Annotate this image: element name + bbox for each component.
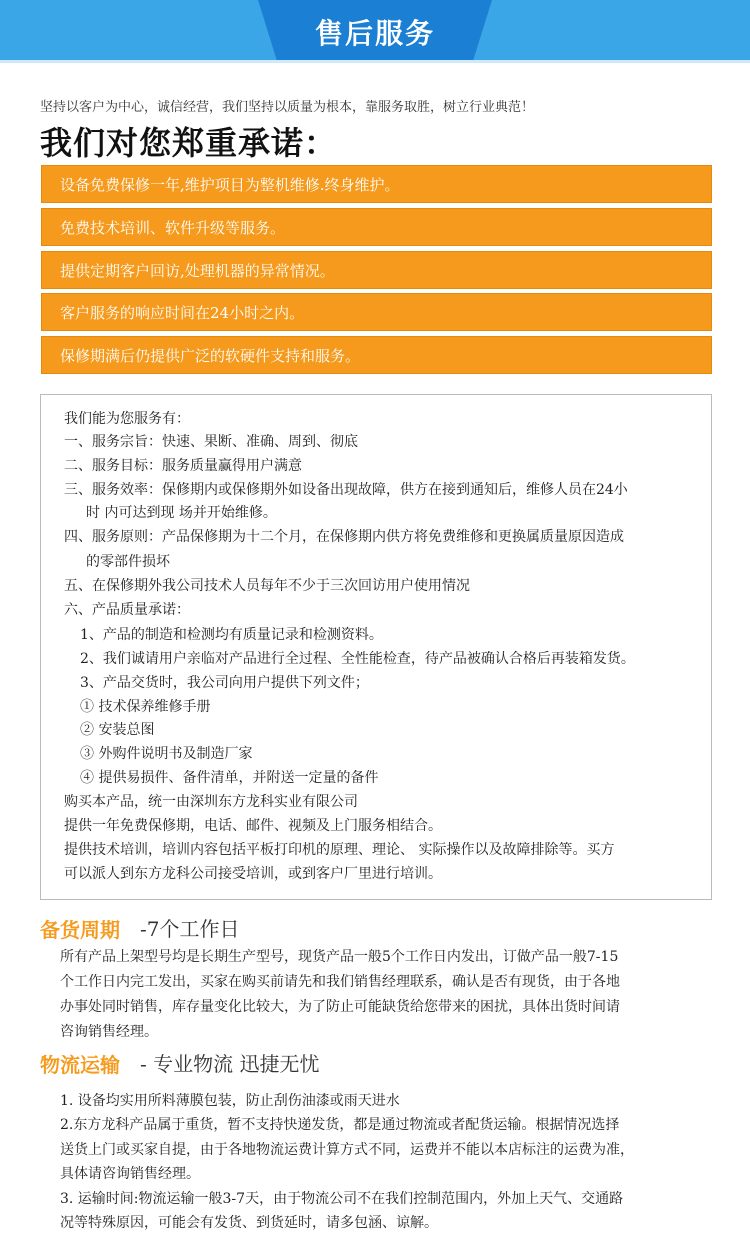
logistics-line: 况等特殊原因，可能会有发货、到货延时，请多包涵、谅解。 bbox=[60, 1215, 438, 1231]
service-line: 1、产品的制造和检测均有质量记录和检测资料。 bbox=[80, 627, 383, 643]
stock-heading: 备货周期 bbox=[40, 918, 120, 942]
service-line: 一、服务宗旨：快速、果断、准确、周到、彻底 bbox=[64, 434, 358, 450]
service-line: 五、在保修期外我公司技术人员每年不少于三次回访用户使用情况 bbox=[64, 578, 470, 594]
pledge-item: 提供定期客户回访,处理机器的异常情况。 bbox=[41, 251, 712, 289]
pledge-item: 免费技术培训、软件升级等服务。 bbox=[41, 208, 712, 246]
service-line: 提供一年免费保修期，电话、邮件、视频及上门服务相结合。 bbox=[64, 818, 442, 834]
service-line: 2、我们诚请用户亲临对产品进行全过程、全性能检查，待产品被确认合格后再装箱发货。 bbox=[80, 651, 635, 667]
service-line: 四、服务原则：产品保修期为十二个月，在保修期内供方将免费维修和更换属质量原因造成 bbox=[64, 529, 624, 545]
logistics-line: 具体请咨询销售经理。 bbox=[60, 1166, 200, 1182]
pledge-item: 设备免费保修一年,维护项目为整机维修.终身维护。 bbox=[41, 165, 712, 203]
logistics-line: 送货上门或买家自提，由于各地物流运费计算方式不同，运费并不能以本店标注的运费为准， bbox=[60, 1142, 634, 1158]
logistics-heading: 物流运输 bbox=[40, 1053, 120, 1077]
service-line: ④ 提供易损件、备件清单，并附送一定量的备件 bbox=[80, 770, 379, 786]
stock-subheading: -7个工作日 bbox=[140, 917, 240, 941]
stock-line: 办事处同时销售，库存量变化比较大，为了防止可能缺货给您带来的困扰，具体出货时间请 bbox=[60, 999, 620, 1015]
service-line: ① 技术保养维修手册 bbox=[80, 699, 211, 715]
service-line: 3、产品交货时，我公司向用户提供下列文件； bbox=[80, 675, 369, 691]
stock-line: 所有产品上架型号均是长期生产型号，现货产品一般5个工作日内发出，订做产品一般7-15 bbox=[60, 949, 619, 965]
service-line: 二、服务目标：服务质量赢得用户满意 bbox=[64, 458, 302, 474]
pledge-heading: 我们对您郑重承诺： bbox=[40, 124, 338, 162]
service-line: 提供技术培训，培训内容包括平板打印机的原理、理论、 实际操作以及故障排除等。买方 bbox=[64, 842, 615, 858]
pledge-item: 客户服务的响应时间在24小时之内。 bbox=[41, 293, 712, 331]
stock-line: 咨询销售经理。 bbox=[60, 1024, 158, 1040]
service-line: 我们能为您服务有： bbox=[64, 411, 190, 427]
service-line: 六、产品质量承诺： bbox=[64, 602, 190, 618]
service-line: 可以派人到东方龙科公司接受培训，或到客户厂里进行培训。 bbox=[64, 866, 442, 882]
service-line: ③ 外购件说明书及制造厂家 bbox=[80, 746, 253, 762]
page-title: 售后服务 bbox=[314, 17, 435, 50]
service-line: ② 安装总图 bbox=[80, 722, 155, 738]
intro-text: 坚持以客户为中心，诚信经营，我们坚持以质量为根本，靠服务取胜，树立行业典范！ bbox=[40, 100, 535, 115]
service-line: 时 内可达到现 场并开始维修。 bbox=[86, 505, 277, 521]
service-line: 三、服务效率：保修期内或保修期外如设备出现故障，供方在接到通知后，维修人员在24小 bbox=[64, 482, 628, 498]
logistics-line: 2.东方龙科产品属于重货，暂不支持快递发货，都是通过物流或者配货运输。根据情况选择 bbox=[60, 1117, 620, 1133]
pledge-item: 保修期满后仍提供广泛的软硬件支持和服务。 bbox=[41, 336, 712, 374]
service-line: 的零部件损坏 bbox=[86, 554, 170, 570]
logistics-line: 1. 设备均实用所料薄膜包装，防止刮伤油漆或雨天进水 bbox=[60, 1093, 400, 1109]
service-line: 购买本产品，统一由深圳东方龙科实业有限公司 bbox=[64, 794, 358, 810]
stock-line: 个工作日内完工发出，买家在购买前请先和我们销售经理联系，确认是否有现货，由于各地 bbox=[60, 974, 620, 990]
logistics-subheading: - 专业物流 迅捷无忧 bbox=[140, 1052, 320, 1076]
header-divider bbox=[0, 60, 750, 63]
logistics-line: 3. 运输时间:物流运输一般3-7天，由于物流公司不在我们控制范围内，外加上天气、交通路 bbox=[60, 1191, 624, 1207]
